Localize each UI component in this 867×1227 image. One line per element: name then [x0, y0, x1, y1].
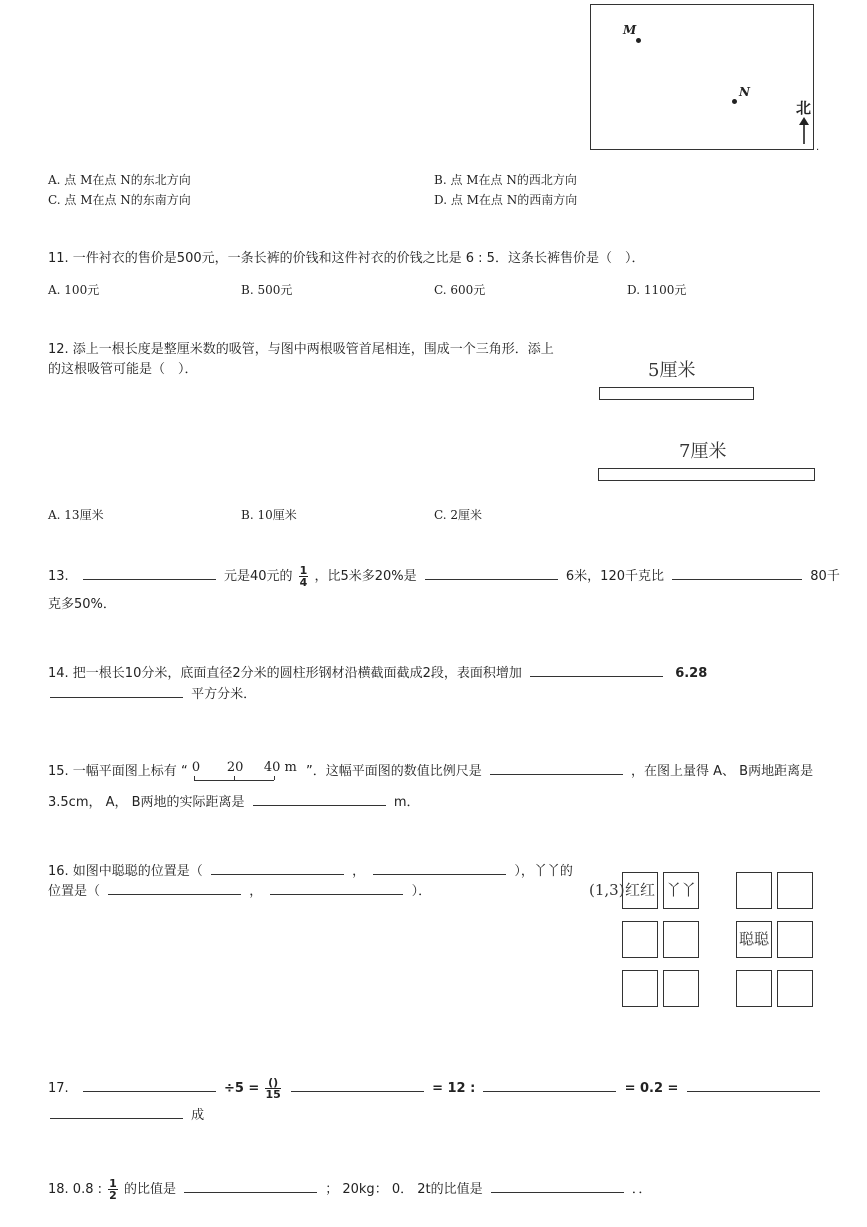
q13-blank-3[interactable] [672, 567, 802, 580]
q16-blank-2[interactable] [373, 862, 506, 875]
q14-blank-2[interactable] [50, 685, 183, 698]
q11-option-a[interactable]: A. 100元 [48, 283, 100, 297]
cell-yaya: 丫丫 [663, 872, 699, 909]
q17-div5: ÷5 = [223, 1081, 260, 1096]
q16-blank-4[interactable] [270, 882, 403, 895]
q12-line2: 的这根吸管可能是（ ）． [48, 362, 198, 377]
q11-option-d[interactable]: D. 1100元 [627, 283, 687, 297]
scale-0: 0 [191, 760, 201, 775]
north-label: 北 [796, 99, 812, 117]
q11-option-b[interactable]: B. 500元 [241, 283, 293, 297]
q13-number: 13. [48, 569, 69, 584]
q16-line2 [48, 882, 431, 901]
q13-part3: 6米，120千克比 [565, 569, 664, 584]
grid-cell [777, 970, 813, 1007]
q17-eq02: = 0.2 = [624, 1081, 679, 1096]
q15-part3: ，在图上量得 A、 B两地距离是 [631, 764, 814, 779]
q10-option-c[interactable]: C. 点 M在点 N的东南方向 [48, 193, 191, 207]
q15-part4: 3.5cm， A， B两地的实际距离是 [48, 795, 245, 810]
q13-blank-2[interactable] [425, 567, 558, 580]
q16-line1 [48, 862, 573, 881]
q17-blank-5[interactable] [50, 1106, 183, 1119]
q13-line2: 克多50%． [48, 597, 116, 612]
q14-value: 6.28 [675, 666, 708, 681]
q11-option-c[interactable]: C. 600元 [434, 283, 486, 297]
grid-cell [622, 921, 658, 958]
q16-blank-1[interactable] [211, 862, 344, 875]
q17-blank-2[interactable] [291, 1079, 424, 1092]
point-m-dot [636, 38, 641, 43]
q18-fraction: $\frac{1}{2}$ [109, 1177, 117, 1202]
q18-line1 [48, 1178, 651, 1201]
scale-40: 40 m [263, 760, 297, 775]
q17-tail: 成 [191, 1108, 205, 1123]
q13-part1: 元是40元的 [223, 569, 293, 584]
map-figure [590, 4, 814, 150]
point-n-label: N [739, 85, 750, 99]
q10-option-b[interactable]: B. 点 M在点 N的西北方向 [434, 173, 577, 187]
q15-unit: m． [393, 795, 420, 810]
q16-comma-2: ， [249, 884, 263, 899]
grid-cell [622, 970, 658, 1007]
q18-blank-1[interactable] [184, 1180, 317, 1193]
q17-blank-3[interactable] [483, 1079, 616, 1092]
q14-blank-1[interactable] [530, 664, 663, 677]
q12-line1: 12. 添上一根长度是整厘米数的吸管，与图中两根吸管首尾相连，围成一个三角形．添上 [48, 342, 554, 357]
q13-line1 [48, 565, 840, 588]
q14-line2 [48, 685, 256, 704]
grid-cell [777, 921, 813, 958]
line-scale [191, 760, 302, 781]
q17-blank-1[interactable] [83, 1079, 216, 1092]
q15-part1: 15. 一幅平面图上标有 “ [48, 764, 188, 779]
grid-cell [736, 970, 772, 1007]
grid-cell [663, 921, 699, 958]
q15-line2 [48, 793, 420, 812]
q16-comma-1: ， [352, 864, 366, 879]
q16-part1: 16. 如图中聪聪的位置是（ [48, 864, 203, 879]
q13-part4: 80千 [810, 569, 840, 584]
q14-text: 14. 把一根长10分米，底面直径2分米的圆柱形钢材沿横截面截成2段，表面积增加 [48, 666, 522, 681]
grid-coord-label: (1,3) [589, 881, 625, 899]
q12-option-c[interactable]: C. 2厘米 [434, 508, 483, 522]
q17-number: 17. [48, 1081, 69, 1096]
q16-part2: ），丫丫的 [514, 864, 573, 879]
q13-part2: ，比5米多20%是 [314, 569, 417, 584]
cell-congcong: 聪聪 [736, 921, 772, 958]
q14-unit: 平方分米． [191, 687, 257, 702]
q10-option-a[interactable]: A. 点 M在点 N的东北方向 [48, 173, 191, 187]
q13-fraction: $\frac{1}{4}$ [299, 564, 308, 589]
q16-blank-3[interactable] [108, 882, 241, 895]
q11-text: 11. 一件衬衣的售价是500元，一条长裤的价钱和这件衬衣的价钱之比是 6 : 5．这条长裤售价是（ ）． [48, 251, 645, 266]
q15-line1 [48, 762, 813, 781]
q14-line1 [48, 664, 707, 683]
q17-eq12: = 12 : [432, 1081, 476, 1096]
grid-cell [736, 872, 772, 909]
q17-line1 [48, 1077, 824, 1100]
straw-7cm [598, 468, 815, 481]
grid-cell [777, 872, 813, 909]
q15-blank-2[interactable] [253, 793, 386, 806]
q12-option-b[interactable]: B. 10厘米 [241, 508, 297, 522]
q17-blank-4[interactable] [687, 1079, 820, 1092]
q18-part1: 18. 0.8 : [48, 1182, 102, 1197]
q15-blank-1[interactable] [490, 762, 623, 775]
scale-20: 20 [226, 760, 244, 775]
q16-part3: 位置是（ [48, 884, 101, 899]
straw-5cm [599, 387, 754, 400]
map-dot-mark: . [816, 142, 820, 153]
q13-blank-1[interactable] [83, 567, 216, 580]
cell-honghong: 红红 [622, 872, 658, 909]
point-n-dot [732, 99, 737, 104]
q10-option-d[interactable]: D. 点 M在点 N的西南方向 [434, 193, 578, 207]
q17-line2 [48, 1106, 204, 1125]
q18-blank-2[interactable] [491, 1180, 624, 1193]
q16-part4: ）． [411, 884, 432, 899]
q15-part2: ”．这幅平面图的数值比例尺是 [305, 764, 482, 779]
q18-part2: 的比值是 [123, 1182, 176, 1197]
q12-option-a[interactable]: A. 13厘米 [48, 508, 104, 522]
q18-part3: ； 20kg： 0． 2t的比值是 [325, 1182, 483, 1197]
q17-fraction: $\frac{()}{15}$ [265, 1076, 281, 1101]
north-arrow-icon [798, 117, 810, 145]
q18-tail: ．． [631, 1182, 652, 1197]
grid-cell [663, 970, 699, 1007]
point-m-label: M [623, 23, 637, 37]
straw-7cm-label: 7厘米 [679, 441, 727, 462]
straw-5cm-label: 5厘米 [648, 360, 696, 381]
